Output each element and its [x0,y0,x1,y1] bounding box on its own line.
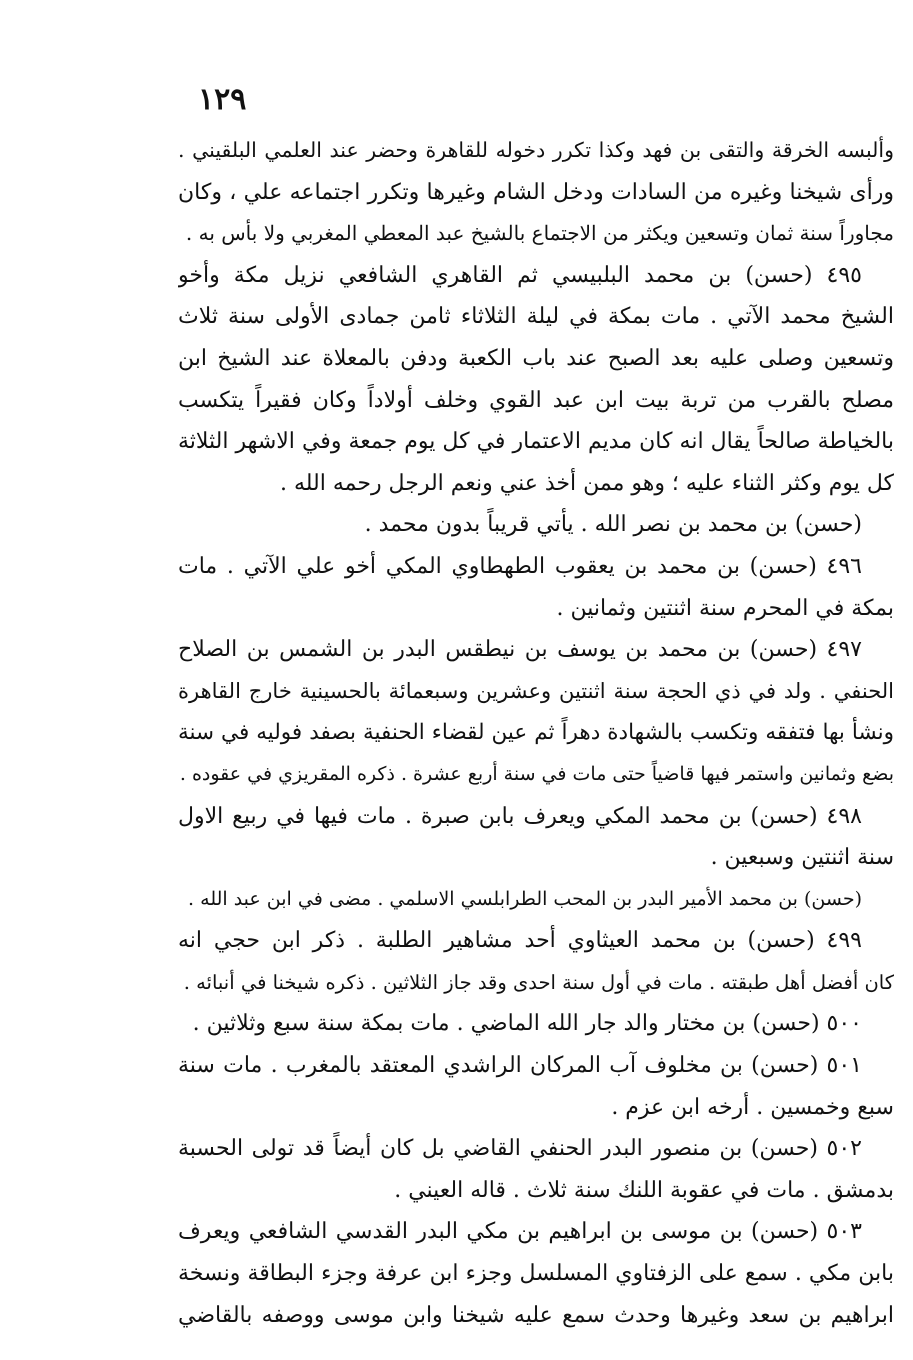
text-line: ٥٠٣ (حسن) بن موسى بن ابراهيم بن مكي البدر القدسي الشافعي ويعرف [178,1219,862,1245]
text-line: بدمشق . مات في عقوبة اللنك سنة ثلاث . قاله العيني . [394,1177,894,1203]
text-line: مجاوراً سنة ثمان وتسعين ويكثر من الاجتماع بالشيخ عبد المعطي المغربي ولا بأس به . [185,221,894,246]
text-line: بضع وثمانين واستمر فيها قاضياً حتى مات في سنة أربع عشرة . ذكره المقريزي في عقوده . [179,762,894,785]
text-line: بابن مكي . سمع على الزفتاوي المسلسل وجزء ابن عرفة وجزء البطاقة ونسخة [178,1261,894,1287]
text-line: بالخياطة صالحاً يقال انه كان مديم الاعتمار في كل يوم جمعة وفي الاشهر الثلاثة [178,429,894,455]
text-line: ٤٩٨ (حسن) بن محمد المكي ويعرف بابن صبرة . مات فيها في ربيع الاول [178,803,862,829]
text-line: بمكة في المحرم سنة اثنتين وثمانين . [556,595,894,621]
text-line: ٤٩٦ (حسن) بن محمد بن يعقوب الطهطاوي المكي أخو علي الآتي . مات [178,553,862,579]
text-line: ٥٠٠ (حسن) بن مختار والد جار الله الماضي . مات بمكة سنة سبع وثلاثين . [192,1011,862,1037]
text-line: ونشأ بها فتفقه وتكسب بالشهادة دهراً ثم عين لقضاء الحنفية بصفد فوليه في سنة [178,720,894,746]
page-text [178,130,894,1336]
text-line: وألبسه الخرقة والتقى بن فهد وكذا تكرر دخوله للقاهرة وحضر عند العلمي البلقيني . [178,138,894,162]
page-number: ١٢٩ [198,82,247,117]
text-line: ٤٩٥ (حسن) بن محمد البلبيسي ثم القاهري الشافعي نزيل مكة وأخو [178,262,862,288]
text-line: سبع وخمسين . أرخه ابن عزم . [611,1094,894,1120]
text-line: الشيخ محمد الآتي . مات بمكة في ليلة الثلاثاء ثامن جمادى الأولى سنة ثلاث [178,304,894,330]
text-line: (حسن) بن محمد بن نصر الله . يأتي قريباً بدون محمد . [364,512,862,538]
text-line: مصلح بالقرب من تربة بيت ابن عبد القوي وخلف أولاداً وكان فقيراً يتكسب [178,387,894,413]
text-line: كل يوم وكثر الثناء عليه ؛ وهو ممن أخذ عني ونعم الرجل رحمه الله . [279,470,894,496]
text-line: ٤٩٧ (حسن) بن محمد بن يوسف بن نيطقس البدر بن الشمس بن الصلاح [178,637,862,663]
text-line: ٥٠٢ (حسن) بن منصور البدر الحنفي القاضي بل كان أيضاً قد تولى الحسبة [178,1136,862,1162]
text-line: كان أفضل أهل طبقته . مات في أول سنة احدى وقد جاز الثلاثين . ذكره شيخنا في أنبائه . [183,970,894,994]
text-line: الحنفي . ولد في ذي الحجة سنة اثنتين وعشرين وسبعمائة بالحسينية خارج القاهرة [178,678,894,703]
text-line: سنة اثنتين وسبعين . [710,845,894,871]
text-line: ٥٠١ (حسن) بن مخلوف آب المركان الراشدي المعتقد بالمغرب . مات سنة [178,1053,862,1079]
text-line: ابراهيم بن سعد وغيرها وحدث سمع عليه شيخنا وابن موسى ووصفه بالقاضي [178,1302,894,1328]
text-line: (حسن) بن محمد الأمير البدر بن المحب الطرابلسي الاسلمي . مضى في ابن عبد الله . [188,887,862,910]
text-line: وتسعين وصلى عليه بعد الصبح عند باب الكعبة ودفن بالمعلاة عند الشيخ ابن [178,345,894,371]
text-line: ورأى شيخنا وغيره من السادات ودخل الشام وغيرها وتكرر اجتماعه علي ، وكان [178,179,894,205]
text-line: ٤٩٩ (حسن) بن محمد العيثاوي أحد مشاهير الطلبة . ذكر ابن حجي انه [178,928,862,954]
